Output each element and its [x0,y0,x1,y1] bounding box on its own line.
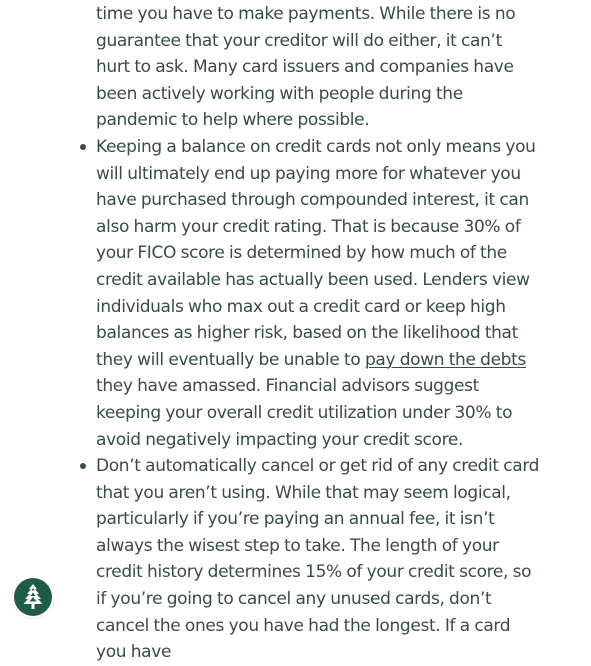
list-item-cancel-card [96,453,540,666]
list-item-text-continued: they have amassed. Financial advisors suggest keeping your overall credit utilization under 30% to avoid negatively impacting your credit score. [96,376,513,450]
list-item-credit-balance [96,134,540,453]
list-item-text: Don’t automatically cancel or get rid of any credit card that you aren’t using. While that may seem logical, particularly if you’re paying an annual fee, it isn’t always the wisest step to take. The length of your credit history determines 15% of your credit score, so if you’re going to cancel any unused cards, don’t cancel the ones you have had the longest. If a card you have [96,456,540,663]
list-item-text: Keeping a balance on credit cards not only means you will ultimately end up paying more for whatever you have purchased through compounded interest, it can also harm your credit rating. That is because 30% of your FICO score is determined by how much of the credit available has actually been used. Lenders view individuals who max out a credit card or keep high balances as higher risk, based on the likelihood that they will eventually be unable to [96,136,536,370]
bullet-icon [80,463,86,469]
floating-action-button[interactable] [14,578,52,616]
article-body [96,1,540,666]
pay-down-debts-link[interactable]: pay down the debts [364,349,526,370]
bullet-icon [80,144,86,150]
tips-list [96,134,540,666]
article-paragraph: time you have to make payments. While there is no guarantee that your creditor will do either, it can’t hurt to ask. Many card issuers and companies have been actively working with people during the pandemic to help where possible. [96,4,516,131]
tree-icon [21,583,45,611]
